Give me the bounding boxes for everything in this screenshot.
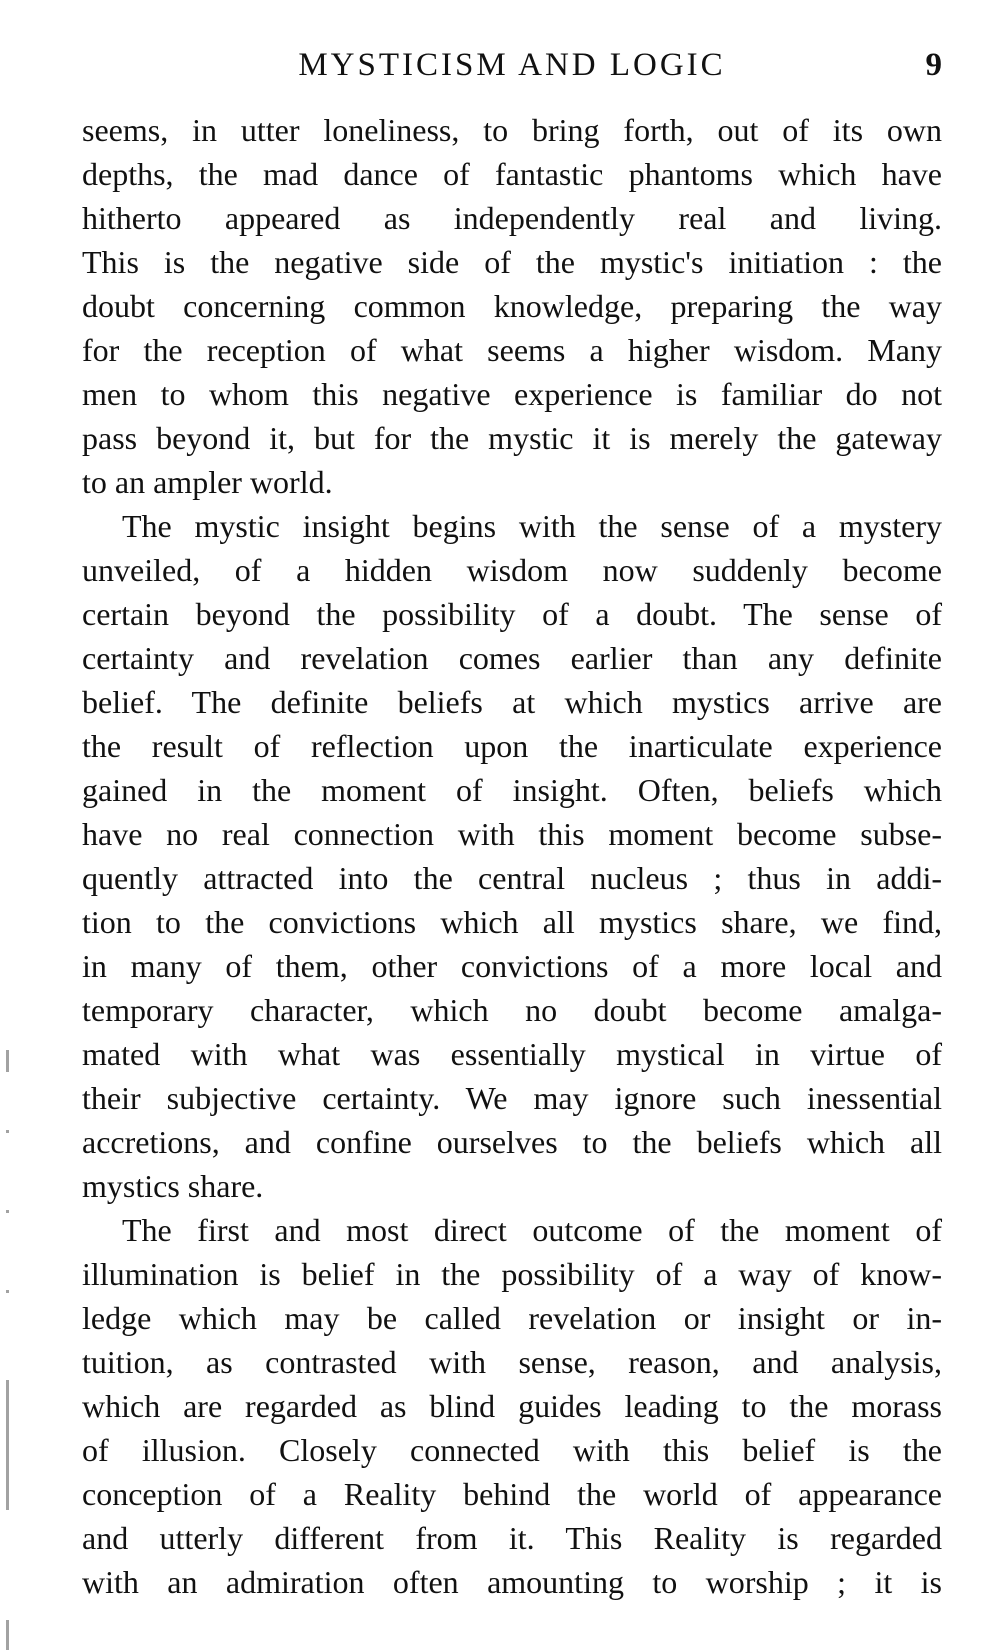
text-line: in many of them, other convictions of a more local and [82,948,942,984]
text-line: seems, in utter loneliness, to bring forth, out of its own [82,112,942,148]
paragraph-3 [82,1208,942,1604]
text-line: certain beyond the possibility of a doubt. The sense of [82,596,942,632]
text-line: of illusion. Closely connected with this belief is the [82,1432,942,1468]
text-line: certainty and revelation comes earlier than any definite [82,640,942,676]
text-line: temporary character, which no doubt become amalga- [82,992,942,1028]
text-line: men to whom this negative experience is familiar do not [82,376,942,412]
text-line: the result of reflection upon the inarticulate experience [82,728,942,764]
scan-speck [6,1210,9,1213]
paragraph-2 [82,504,942,1208]
text-line: The mystic insight begins with the sense of a mystery [122,508,942,544]
scan-speck [6,1620,9,1650]
text-line: hitherto appeared as independently real and living. [82,200,942,236]
text-line: with an admiration often amounting to worship ; it is [82,1564,942,1600]
page-number: 9 [925,47,942,83]
text-line: ledge which may be called revelation or insight or in- [82,1300,942,1336]
body-text [82,108,942,1604]
paragraph-1 [82,108,942,504]
text-line: conception of a Reality behind the world of appearance [82,1476,942,1512]
text-line: accretions, and confine ourselves to the beliefs which all [82,1124,942,1160]
text-line: their subjective certainty. We may ignore such inessential [82,1080,942,1116]
running-title: MYSTICISM AND LOGIC [298,47,726,83]
scan-speck [6,1380,9,1510]
scan-speck [6,1290,9,1293]
text-line: The first and most direct outcome of the moment of [122,1212,942,1248]
text-line: unveiled, of a hidden wisdom now suddenly become [82,552,942,588]
text-line: which are regarded as blind guides leading to the morass [82,1388,942,1424]
text-line: quently attracted into the central nucleus ; thus in addi- [82,860,942,896]
text-line: belief. The definite beliefs at which mystics arrive are [82,684,942,720]
text-line: have no real connection with this moment become subse- [82,816,942,852]
running-head [82,40,942,90]
scan-gutter-specks [6,1050,14,1650]
text-line: illumination is belief in the possibility of a way of know- [82,1256,942,1292]
text-line: to an ampler world. [82,464,333,500]
text-line: tion to the convictions which all mystics share, we find, [82,904,942,940]
text-line: for the reception of what seems a higher wisdom. Many [82,332,942,368]
scan-speck [6,1130,9,1133]
text-line: mystics share. [82,1168,264,1204]
text-line: gained in the moment of insight. Often, beliefs which [82,772,942,808]
text-line: pass beyond it, but for the mystic it is merely the gateway [82,420,942,456]
scan-speck [6,1050,9,1072]
text-line: doubt concerning common knowledge, preparing the way [82,288,942,324]
text-line: and utterly different from it. This Reality is regarded [82,1520,942,1556]
text-line: This is the negative side of the mystic's initiation : the [82,244,942,280]
text-line: depths, the mad dance of fantastic phantoms which have [82,156,942,192]
text-line: mated with what was essentially mystical in virtue of [82,1036,942,1072]
text-line: tuition, as contrasted with sense, reason, and analysis, [82,1344,942,1380]
